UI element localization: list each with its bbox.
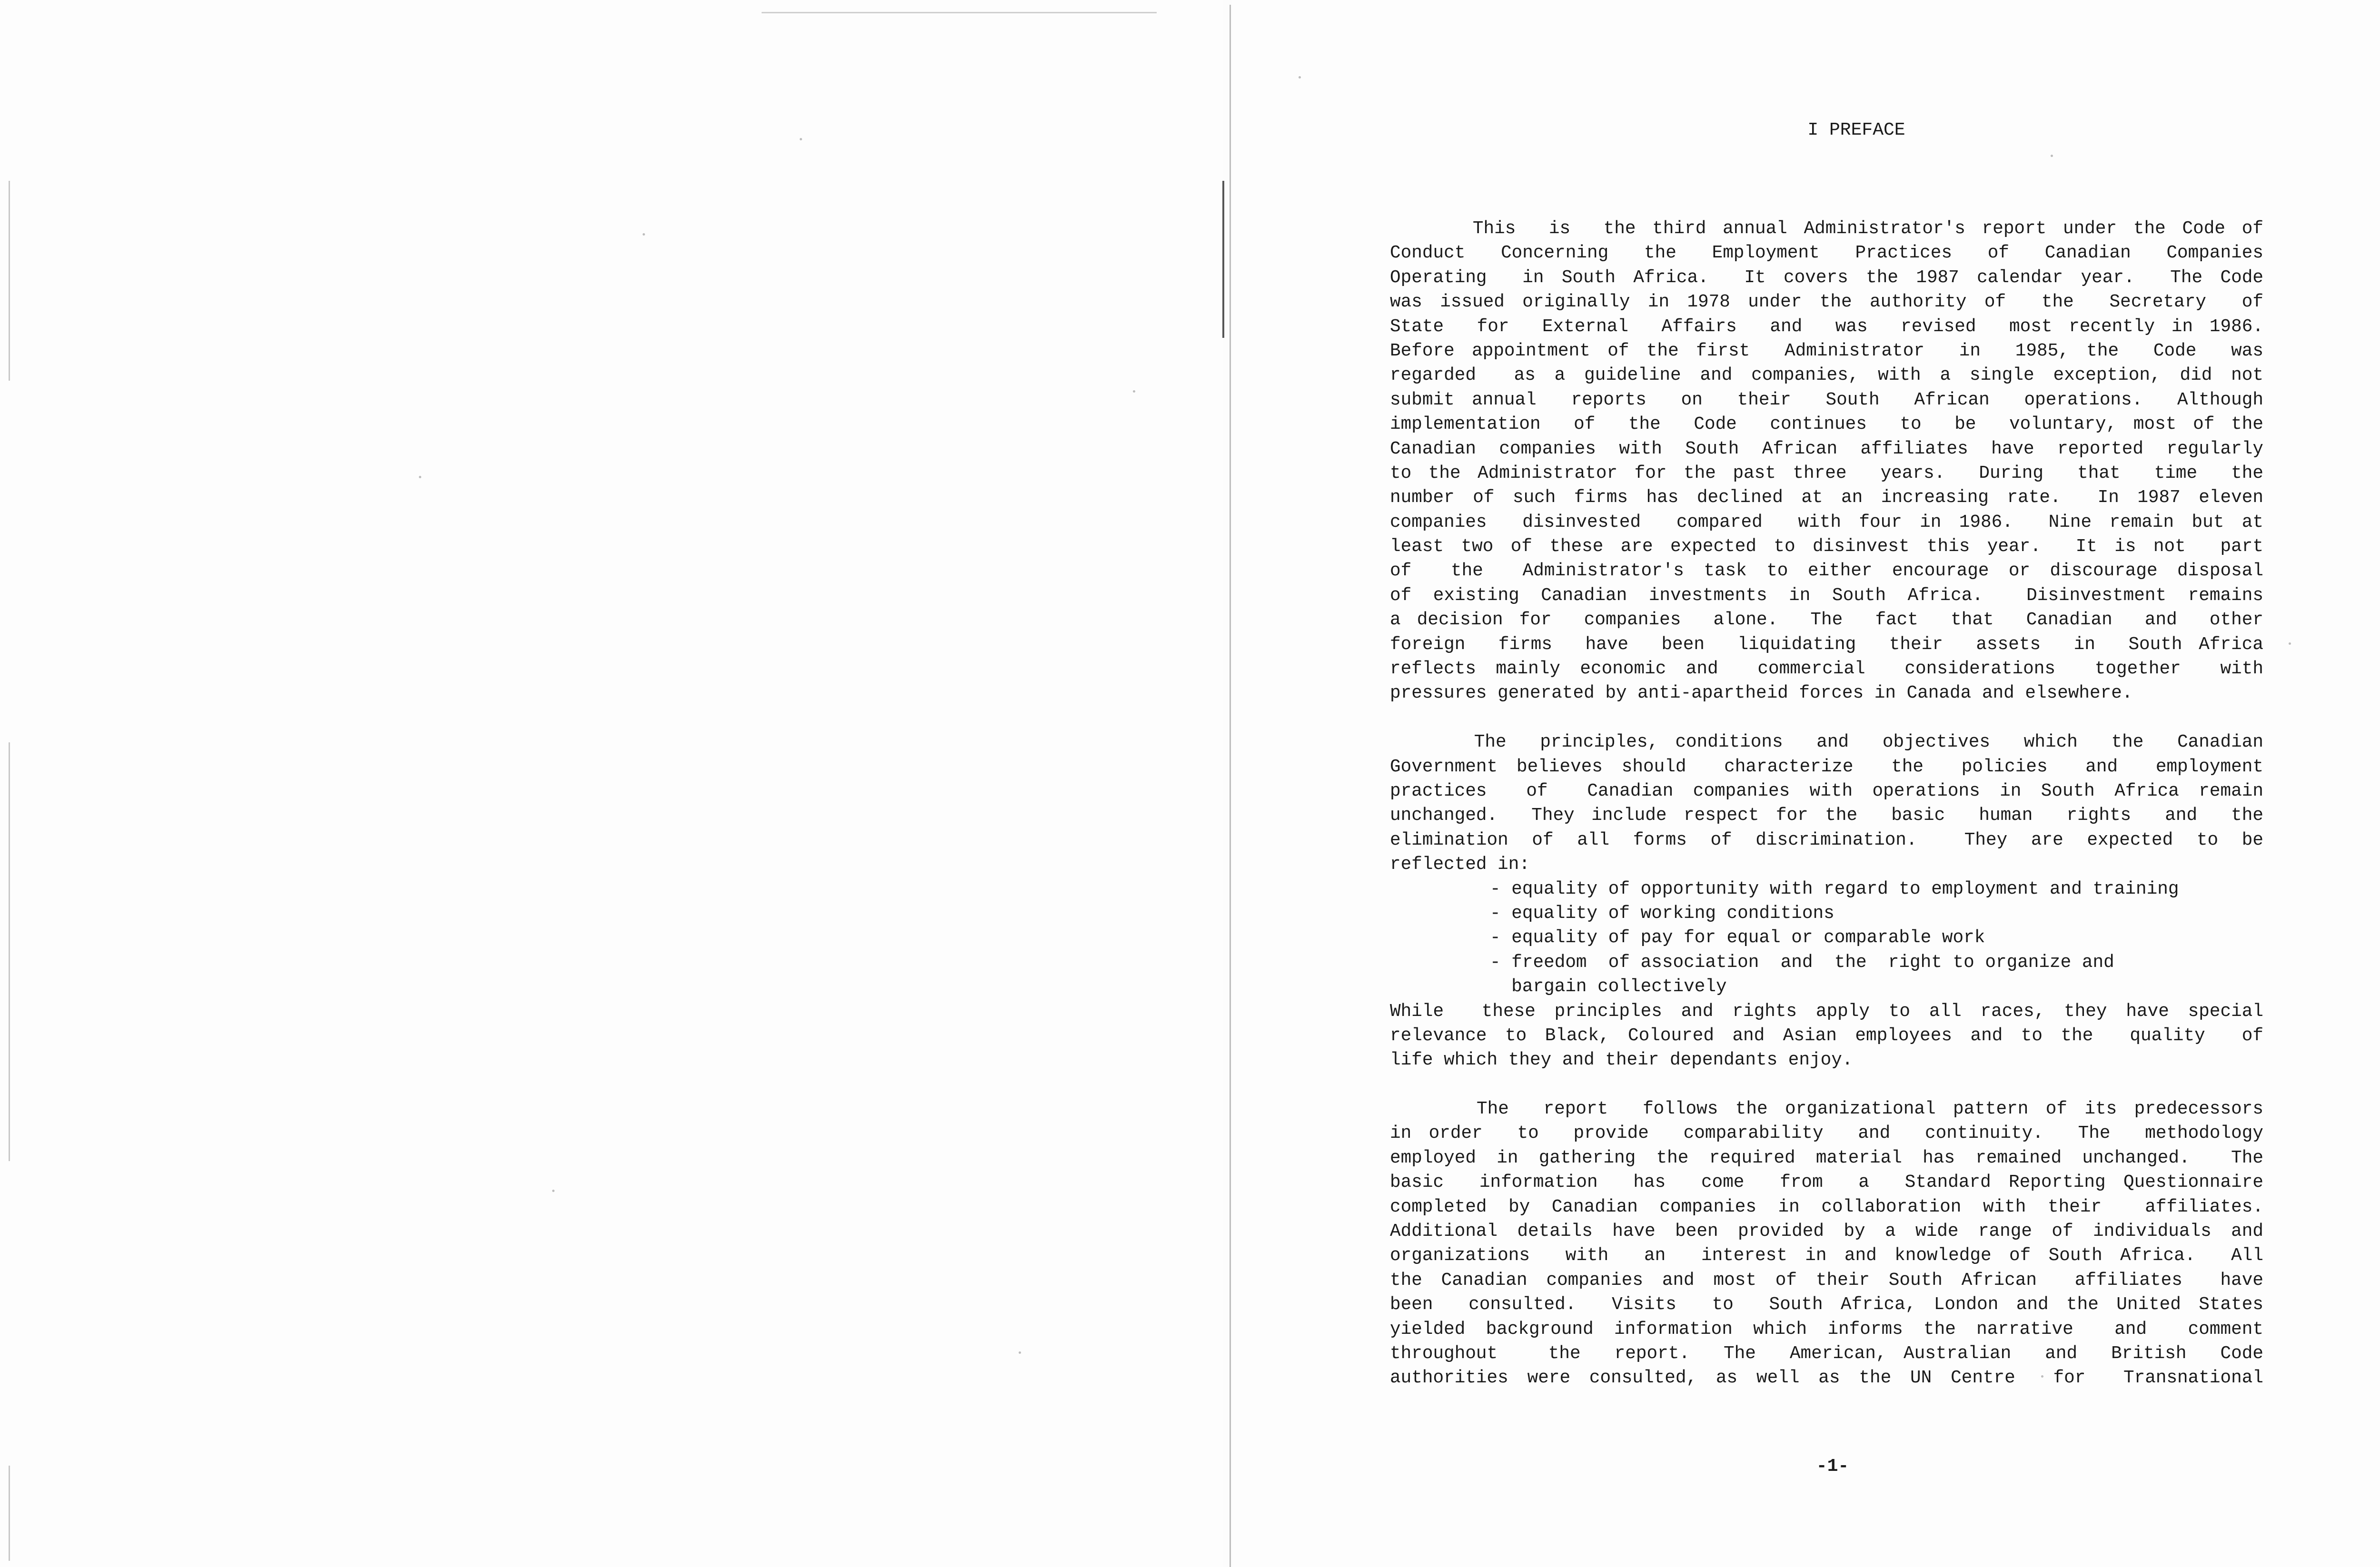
text-line: The report follows the organizational pattern of its predecessors <box>1390 1099 2263 1120</box>
text-line: organizations with an interest in and knowledge of South Africa. All <box>1390 1246 2263 1266</box>
speck <box>2051 155 2053 157</box>
text-line: companies disinvested compared with four in 1986. Nine remain but at <box>1390 512 2263 532</box>
page-edge-shadow <box>9 1466 10 1561</box>
text-line: in order to provide comparability and continuity. The methodology <box>1390 1124 2263 1144</box>
text-line: State for External Affairs and was revised most recently in 1986. <box>1390 316 2263 337</box>
text-line: to the Administrator for the past three years. During that time the <box>1390 463 2263 483</box>
text-line: life which they and their dependants enjoy. <box>1390 1050 1853 1071</box>
page-gutter <box>1230 5 1231 1567</box>
text-line: pressures generated by anti-apartheid forces in Canada and elsewhere. <box>1390 683 2133 704</box>
text-line: throughout the report. The American, Australian and British Code <box>1390 1343 2263 1364</box>
text-line: employed in gathering the required material has remained unchanged. The <box>1390 1148 2263 1168</box>
text-line: Additional details have been provided by a wide range of individuals and <box>1390 1222 2263 1242</box>
paragraph-intro <box>1390 217 2263 706</box>
section-title: I PREFACE <box>1807 120 1905 140</box>
text-line: regarded as a guideline and companies, with a single exception, did not <box>1390 365 2263 386</box>
text-line: Before appointment of the first Administrator in 1985, the Code was <box>1390 341 2263 361</box>
text-line: Government believes should characterize the policies and employment <box>1390 757 2263 777</box>
page-edge-shadow <box>9 742 10 1161</box>
list-item: - equality of opportunity with regard to employment and training <box>1490 879 2179 899</box>
body-text <box>1390 217 2263 1391</box>
speck <box>1019 1351 1021 1354</box>
speck <box>419 476 421 478</box>
text-line: number of such firms has declined at an increasing rate. In 1987 eleven <box>1390 488 2263 508</box>
list-item: - equality of working conditions <box>1490 903 1835 924</box>
text-line: a decision for companies alone. The fact that Canadian and other <box>1390 610 2263 631</box>
text-line: of the Administrator's task to either encourage or discourage disposal <box>1390 561 2263 581</box>
text-line: authorities were consulted, as well as the UN Centre for Transnational <box>1390 1368 2263 1389</box>
speck <box>552 1190 555 1192</box>
page-edge-shadow <box>9 181 10 381</box>
speck <box>1299 76 1301 79</box>
text-line: reflected in: <box>1390 855 1530 875</box>
list-item: bargain collectively <box>1490 977 1727 997</box>
text-line: elimination of all forms of discrimination. They are expected to be <box>1390 830 2263 850</box>
speck <box>2289 642 2291 645</box>
principles-list <box>1390 877 2263 1000</box>
binding-shadow <box>1222 181 1224 338</box>
text-line: submit annual reports on their South African operations. Although <box>1390 390 2263 410</box>
text-line: least two of these are expected to disinvest this year. It is not part <box>1390 537 2263 557</box>
text-line: was issued originally in 1978 under the authority of the Secretary of <box>1390 292 2263 313</box>
paragraph-principles-end <box>1390 1000 2263 1073</box>
speck <box>1133 390 1135 393</box>
list-item: - equality of pay for equal or comparable work <box>1490 928 1985 948</box>
text-line: implementation of the Code continues to be voluntary, most of the <box>1390 414 2263 435</box>
text-line: This is the third annual Administrator's report under the Code of <box>1390 219 2263 239</box>
text-line: reflects mainly economic and commercial considerations together with <box>1390 659 2263 680</box>
paragraph-methodology <box>1390 1097 2263 1391</box>
text-line: unchanged. They include respect for the basic human rights and the <box>1390 806 2263 826</box>
speck <box>800 138 802 140</box>
list-item: - freedom of association and the right to organize and <box>1490 952 2114 973</box>
text-line: Conduct Concerning the Employment Practices of Canadian Companies <box>1390 243 2263 264</box>
text-line: of existing Canadian investments in South Africa. Disinvestment remains <box>1390 585 2263 606</box>
text-line: the Canadian companies and most of their South African affiliates have <box>1390 1270 2263 1291</box>
text-line: foreign firms have been liquidating their assets in South Africa <box>1390 634 2263 655</box>
text-line: relevance to Black, Coloured and Asian employees and to the quality of <box>1390 1025 2263 1046</box>
speck <box>643 233 645 236</box>
text-line: The principles, conditions and objectives which the Canadian <box>1390 732 2263 753</box>
text-line: been consulted. Visits to South Africa, London and the United States <box>1390 1295 2263 1315</box>
paragraph-principles <box>1390 730 2263 877</box>
text-line: Operating in South Africa. It covers the 1987 calendar year. The Code <box>1390 267 2263 288</box>
text-line: While these principles and rights apply to all races, they have special <box>1390 1001 2263 1022</box>
text-line: Canadian companies with South African affiliates have reported regularly <box>1390 439 2263 459</box>
text-line: yielded background information which informs the narrative and comment <box>1390 1319 2263 1340</box>
scan-artifact-line <box>762 12 1157 13</box>
text-line: basic information has come from a Standard Reporting Questionnaire <box>1390 1173 2263 1193</box>
text-line: completed by Canadian companies in collaboration with their affiliates. <box>1390 1197 2263 1217</box>
text-line: practices of Canadian companies with operations in South Africa remain <box>1390 781 2263 801</box>
page-number: -1- <box>1816 1456 1849 1477</box>
